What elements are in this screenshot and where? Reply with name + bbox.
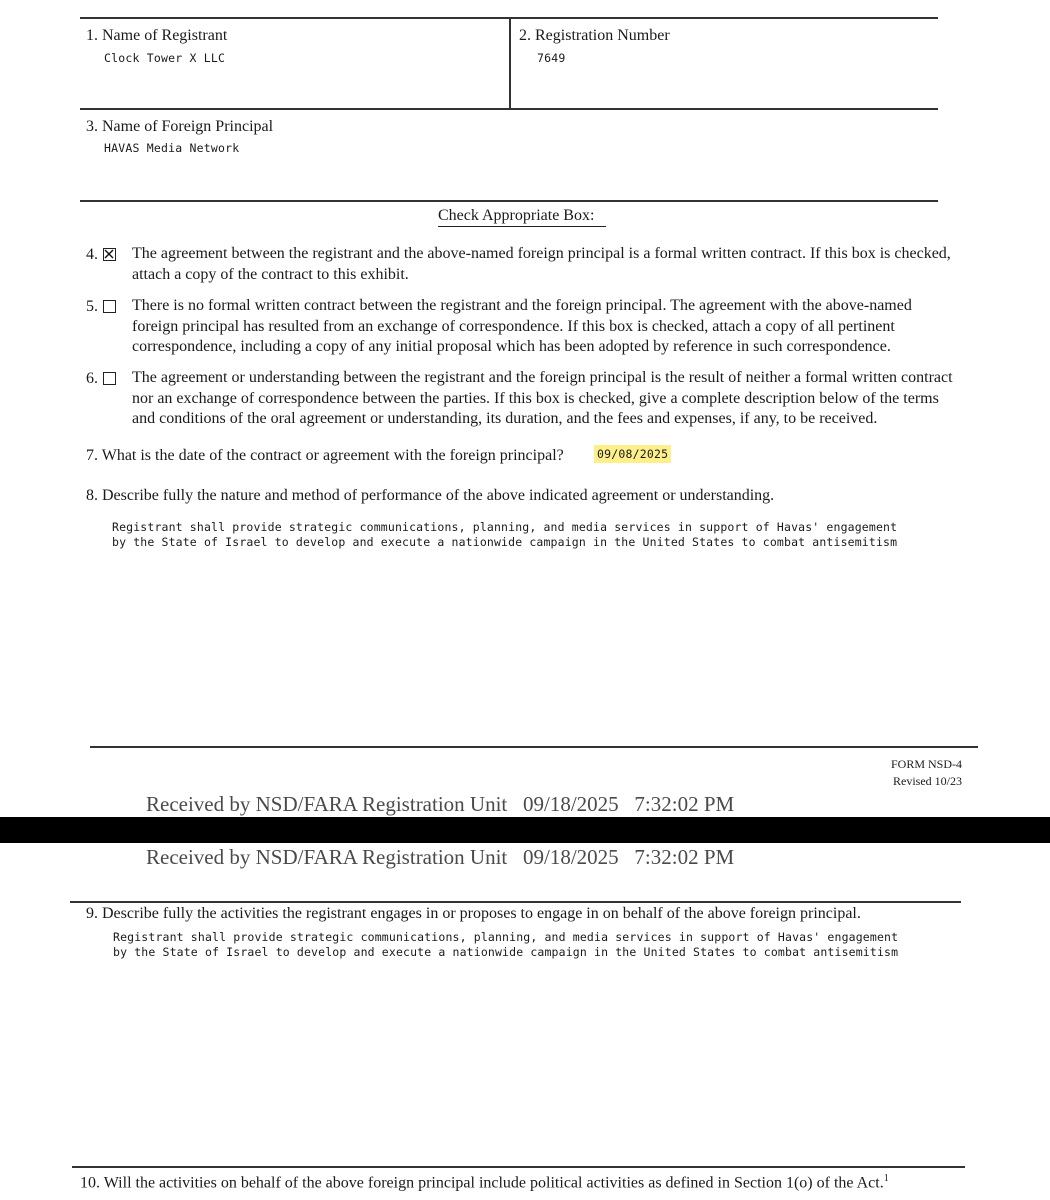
q8-answer-line-2: by the State of Israel to develop and execute a nationwide campaign in the United States to combat antisemitism xyxy=(112,535,898,549)
check-box-heading xyxy=(438,206,606,227)
q10-top-rule xyxy=(72,1166,965,1168)
form-revised: Revised 10/23 xyxy=(893,774,962,788)
q8-answer-line-1: Registrant shall provide strategic communications, planning, and media services in support of Havas' engagement xyxy=(112,520,898,534)
footnote-marker: 1 xyxy=(883,1173,889,1184)
registration-number-label: 2. Registration Number xyxy=(519,27,670,44)
fields-1-2-rule xyxy=(80,108,938,110)
registrant-name-label: 1. Name of Registrant xyxy=(86,27,228,44)
received-stamp: Received by NSD/FARA Registration Unit 09/18/2025 7:32:02 PM xyxy=(146,792,735,816)
q7-label: 7. What is the date of the contract or agreement with the foreign principal? xyxy=(86,447,564,464)
q7-date-highlight: 09/08/2025 xyxy=(594,445,671,463)
q10-label xyxy=(80,1169,889,1193)
field-divider xyxy=(509,17,511,109)
q9-answer-line-2: by the State of Israel to develop and execute a nationwide campaign in the United States to combat antisemitism xyxy=(113,945,899,959)
field-3-rule xyxy=(80,200,938,202)
form-id: FORM NSD-4 xyxy=(890,757,962,771)
q8-label: 8. Describe fully the nature and method of performance of the above indicated agreement or understanding. xyxy=(86,487,775,504)
foreign-principal-value: HAVAS Media Network xyxy=(104,141,240,155)
item-6-text: The agreement or understanding between the registrant and the foreign principal is the result of neither a formal written contract nor an exchange of correspondence between the parties. If this box is checked, give a complete description below of the terms and conditions of the oral agreement or understanding, its duration, and the fees and expenses, if any, to be received. xyxy=(132,369,953,427)
foreign-principal-label: 3. Name of Foreign Principal xyxy=(86,118,274,135)
item-6-number: 6. xyxy=(86,370,98,387)
item-6-checkbox[interactable] xyxy=(103,372,116,385)
check-box-heading-text: Check Appropriate Box: xyxy=(438,207,595,224)
checkmark-x-icon xyxy=(104,249,114,259)
item-4-checkbox[interactable] xyxy=(103,248,116,261)
item-4-number: 4. xyxy=(86,246,98,263)
bottom-rule xyxy=(90,746,978,748)
registration-number-value: 7649 xyxy=(537,51,566,65)
item-5-checkbox[interactable] xyxy=(103,300,116,313)
received-stamp: Received by NSD/FARA Registration Unit 09/18/2025 7:32:02 PM xyxy=(146,845,735,869)
item-5-number: 5. xyxy=(86,298,98,315)
document-page-2 xyxy=(0,843,1050,1200)
q10-label-text: 10. Will the activities on behalf of the above foreign principal include political activities as defined in Section 1(o) of the Act. xyxy=(80,1174,884,1192)
q9-answer-line-1: Registrant shall provide strategic communications, planning, and media services in support of Havas' engagement xyxy=(113,930,899,944)
q7-date-value xyxy=(594,447,671,461)
item-4-text: The agreement between the registrant and the above-named foreign principal is a formal written contract. If this box is checked, attach a copy of the contract to this exhibit. xyxy=(132,245,951,283)
registrant-name-value: Clock Tower X LLC xyxy=(104,51,226,65)
item-5-text: There is no formal written contract between the registrant and the foreign principal. The agreement with the above-named foreign principal has resulted from an exchange of correspondence. If this box is checked, attach a copy of all pertinent correspondence, including a copy of any initial proposal which has been adopted by reference in such correspondence. xyxy=(132,297,912,355)
q9-top-rule xyxy=(70,901,961,903)
q9-label: 9. Describe fully the activities the registrant engages in or proposes to engage in on behalf of the above foreign principal. xyxy=(86,905,861,922)
